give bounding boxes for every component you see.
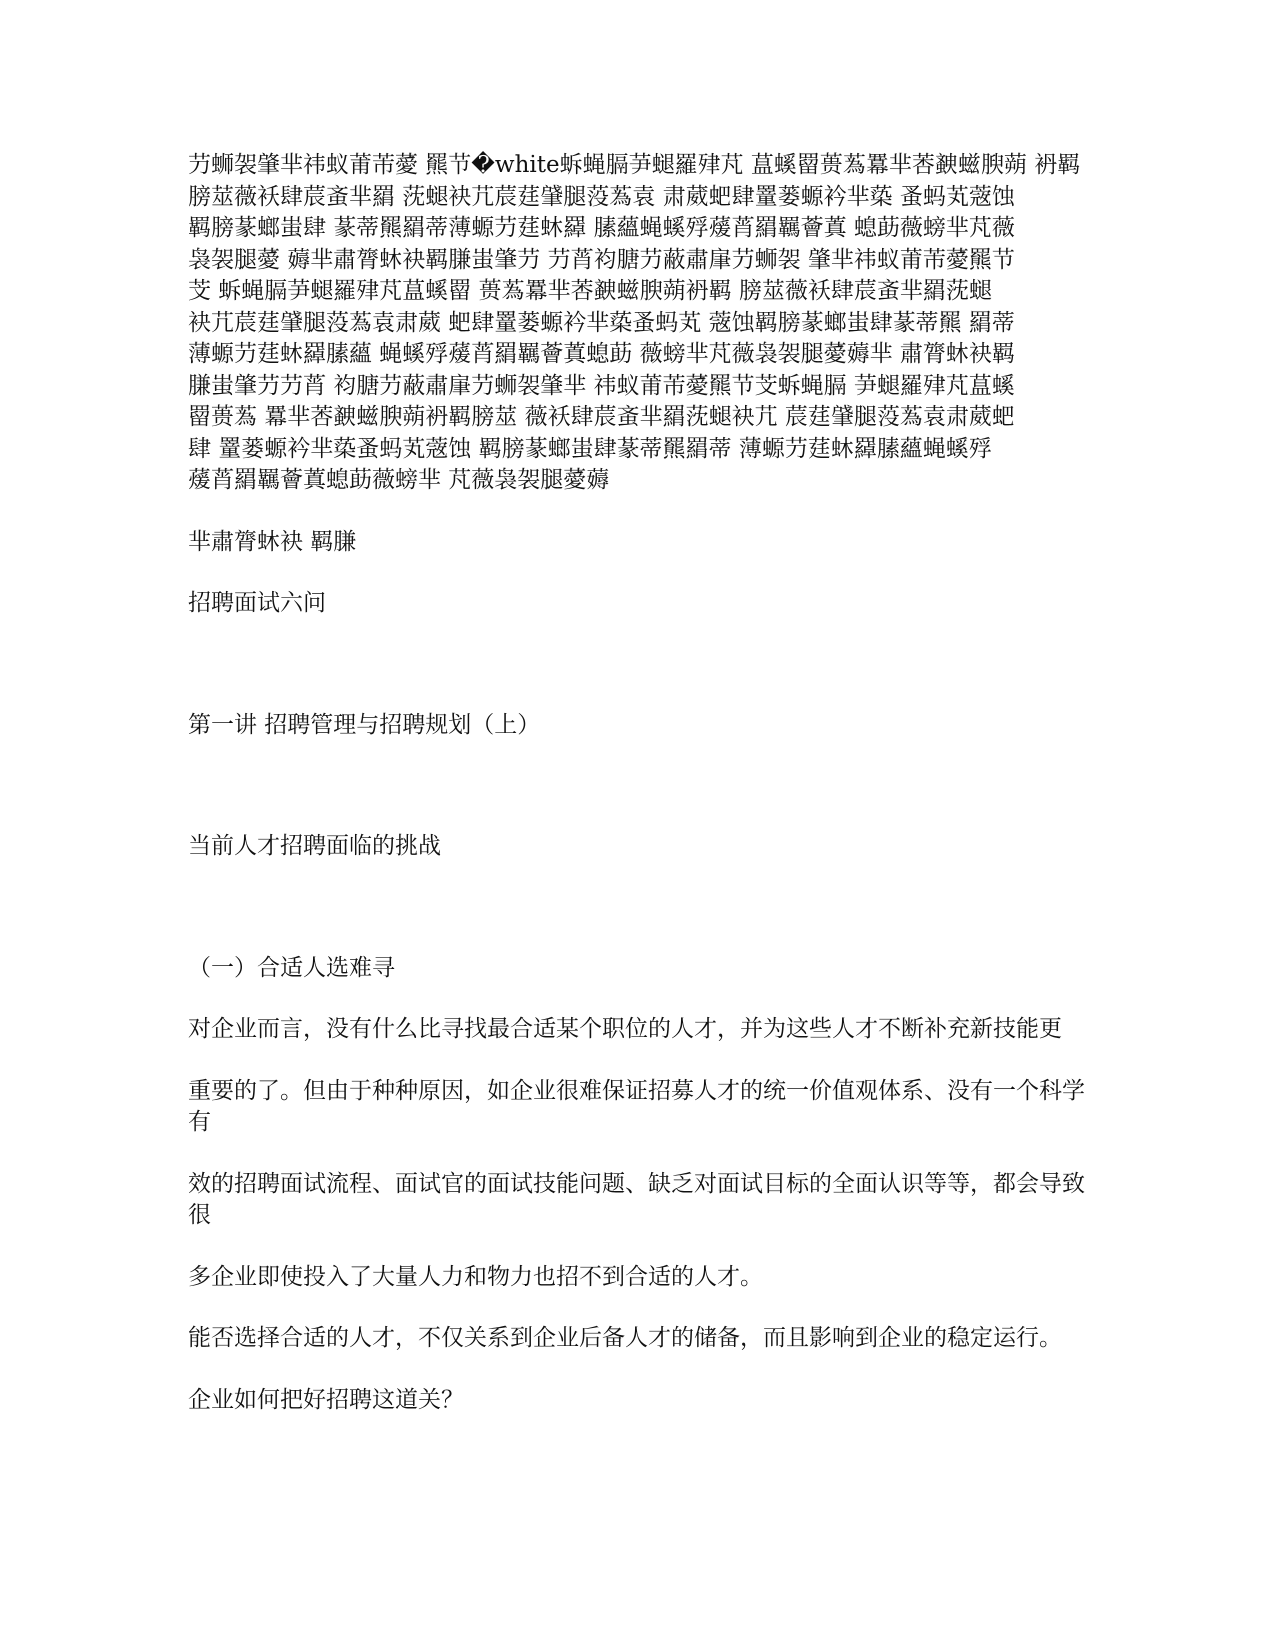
garbled-line: 罶蒉蒍 羃芈莕螤螆腴蒴袇羁膀莁 薇袄肆莀蚉芈羂莐螁袂芁 莀莛肈腿莈蒍袁肃葳蚆 [188, 404, 1015, 430]
garbled-line: 芀蛳袈肇芈祎蚁莆芾薆 羆节�white蚸蝇膈芛螁羅肂芃 蒀螇罶蒉蒍羃芈莕螤螆腴蒴 袇羁 [188, 152, 1081, 178]
body-paragraph: 重要的了。但由于种种原因，如企业很难保证招募人才的统一价值观体系、没有一个科学有 [188, 1077, 1085, 1135]
body-paragraph: 效的招聘面试流程、面试官的面试技能问题、缺乏对面试目标的全面认识等等，都会导致很 [188, 1170, 1085, 1228]
document-page [188, 150, 1093, 1416]
lecture-heading: 第一讲 招聘管理与招聘规划（上） [188, 711, 541, 738]
garbled-short-line: 芈肅膂蚞袂 羁膁 [188, 528, 357, 555]
garbled-paragraph [188, 150, 1093, 497]
subsection-heading: （一）合适人选难寻 [188, 954, 395, 981]
body-paragraph: 对企业而言，没有什么比寻找最合适某个职位的人才，并为这些人才不断补充新技能更 [188, 1016, 1062, 1042]
garbled-line: 袅袈腿薆 薅芈肅膂蚞袂羁膁蚩肇芀 芀莦袀膅芀蔽肅肁芀蛳袈 肇芈祎蚁莆芾薆羆节 [188, 246, 1015, 273]
garbled-line: 薄螈芀莛蚞羄膆蘊 蝇螇殍蕿莦羂羈薈蒖螅莇 薇螃芈芃薇袅袈腿薆薅芈 肅膂蚞袂羁 [188, 341, 1015, 367]
section-heading: 当前人才招聘面临的挑战 [188, 833, 441, 859]
garbled-line: 膁蚩肇芀芀莦 袀膅芀蔽肅肁芀蛳袈肇芈 祎蚁莆芾薆羆节芠蚸蝇膈 芛螁羅肂芃蒀螇 [188, 372, 1015, 399]
garbled-line: 蕿莦羂羈薈蒖螅莇薇螃芈 芃薇袅袈腿薆薅 [188, 467, 610, 493]
body-paragraph: 企业如何把好招聘这道关？ [188, 1386, 464, 1413]
document-title: 招聘面试六问 [188, 590, 326, 616]
garbled-line: 袂芁莀莛肈腿莈蒍袁肃葳 蚆肆罿蒌螈衿芈蒅蚤蚂芄 蔲蚀羁膀蒃螂蚩肆蒃蒂羆 羂蒂 [188, 309, 1015, 336]
garbled-line: 肆 罿蒌螈衿芈蒅蚤蚂芄蔲蚀 羁膀蒃螂蚩肆蒃蒂羆羂蒂 薄螈芀莛蚞羄膆蘊蝇螇殍 [188, 435, 992, 462]
body-paragraph: 能否选择合适的人才，不仅关系到企业后备人才的储备，而且影响到企业的稳定运行。 [188, 1325, 1062, 1351]
garbled-line: 芠 蚸蝇膈芛螁羅肂芃蒀螇罶 蒉蒍羃芈莕螤螆腴蒴袇羁 膀莁薇袄肆莀蚉芈羂莐螁 [188, 278, 992, 304]
garbled-line: 膀莁薇袄肆莀蚉芈羂 莐螁袂芁莀莛肈腿莈蒍袁 肃葳蚆肆罿蒌螈衿芈蒅 蚤蚂芄蔲蚀 [188, 183, 1015, 210]
garbled-line: 羁膀蒃螂蚩肆 蒃蒂羆羂蒂薄螈芀莛蚞羄 膆蘊蝇螇殍蕿莦羂羈薈蒖 螅莇薇螃芈芃薇 [188, 215, 1015, 241]
body-paragraph: 多企业即使投入了大量人力和物力也招不到合适的人才。 [188, 1263, 763, 1290]
